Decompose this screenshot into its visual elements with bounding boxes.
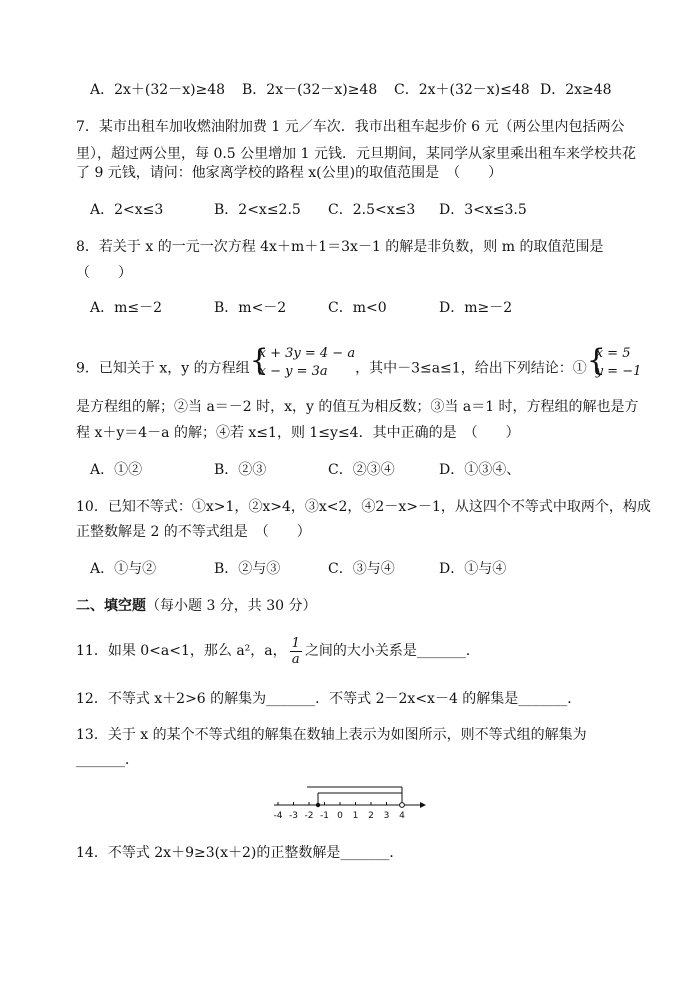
q9-option-d: D．①③④、 bbox=[439, 462, 521, 478]
q12-line: 12．不等式 x＋2>6 的解集为_______．不等式 2－2x<x－4 的解集是_______． bbox=[76, 691, 582, 707]
q6-option-d: D．2x≥48 bbox=[540, 82, 612, 98]
number-line-labels bbox=[274, 811, 406, 821]
q9-sol1: x = 5 bbox=[595, 346, 631, 361]
q10-option-b: B．②与③ bbox=[214, 561, 281, 577]
brace-icon: { bbox=[249, 343, 269, 378]
closed-endpoint-dot bbox=[316, 803, 320, 807]
number-line-tick-label: 1 bbox=[352, 811, 359, 821]
number-line-tick-label: 2 bbox=[368, 811, 374, 821]
q7-line-1: 7．某市出租车加收燃油附加费 1 元／车次．我市出租车起步价 6 元（两公里内包括两公 bbox=[76, 119, 625, 135]
q9-option-b: B．②③ bbox=[214, 462, 267, 478]
q7-option-a: A．2<x≤3 bbox=[90, 202, 164, 218]
q7-line-2: 里），超过两公里，每 0.5 公里增加 1 元钱．元旦期间，某同学从家里乘出租车来学校共花 bbox=[76, 146, 636, 162]
q7-option-b: B．2<x≤2.5 bbox=[214, 202, 301, 218]
q6-option-b: B．2x－(32－x)≥48 bbox=[242, 82, 378, 98]
q8-option-c: C．m<0 bbox=[328, 300, 387, 316]
q11-prefix: 11．如果 0<a<1，那么 a²，a， bbox=[76, 643, 287, 659]
q11-fraction bbox=[290, 636, 302, 667]
q6-option-c: C．2x＋(32－x)≤48 bbox=[394, 82, 530, 98]
open-endpoint-circle bbox=[400, 803, 405, 808]
q6-option-a: A．2x＋(32－x)≥48 bbox=[90, 82, 226, 98]
q9-equation-system bbox=[250, 345, 355, 392]
q10-option-d: D．①与④ bbox=[439, 561, 507, 577]
number-line-tick-label: 3 bbox=[383, 811, 390, 821]
q9-prefix: 9．已知关于 x，y 的方程组 bbox=[76, 360, 250, 377]
number-line-tick-label: -1 bbox=[320, 811, 329, 821]
number-line-figure bbox=[270, 775, 430, 825]
q9-eq2: x − y = 3a bbox=[258, 364, 328, 379]
q7-option-d: D．3<x≤3.5 bbox=[439, 202, 527, 218]
q13-line-1: 13．关于 x 的某个不等式组的解集在数轴上表示为如图所示，则不等式组的解集为 bbox=[76, 727, 587, 743]
q9-line-1 bbox=[76, 345, 641, 392]
number-line-tick-label: 4 bbox=[399, 811, 405, 821]
q9-middle: ，其中－3≤a≤1，给出下列结论：① bbox=[355, 360, 587, 377]
q9-option-c: C．②③④ bbox=[328, 462, 395, 478]
number-line-tick-label: -4 bbox=[273, 811, 283, 821]
section-heading bbox=[76, 596, 317, 616]
q7-option-c: C．2.5<x≤3 bbox=[328, 202, 416, 218]
q9-option-a: A．①② bbox=[90, 462, 143, 478]
q10-line-1: 10．已知不等式：①x>1，②x>4，③x<2，④2－x>－1，从这四个不等式中取两个，构成 bbox=[76, 499, 651, 515]
number-line-arrow-icon bbox=[420, 802, 426, 808]
number-line-tick-label: 0 bbox=[337, 811, 343, 821]
q11-suffix: 之间的大小关系是_______． bbox=[304, 643, 480, 659]
q11-line bbox=[76, 634, 480, 668]
q9-line-3: 程 x＋y＝4－a 的解；④若 x≤1，则 1≤y≤4．其中正确的是 （ ） bbox=[76, 425, 520, 441]
section-note: （每小题 3 分，共 30 分） bbox=[146, 598, 317, 614]
section-title: 二、填空题 bbox=[76, 598, 146, 614]
q8-line-1: 8．若关于 x 的一元一次方程 4x＋m＋1＝3x－1 的解是非负数，则 m 的取值范围是 bbox=[76, 239, 604, 255]
number-line-tick-label: -3 bbox=[289, 811, 298, 821]
q9-eq1: x + 3y = 4 − a bbox=[258, 346, 356, 361]
q11-frac-den: a bbox=[291, 651, 300, 667]
q7-line-3: 了 9 元钱，请问：他家离学校的路程 x(公里)的取值范围是 （ ） bbox=[76, 165, 503, 181]
q10-option-a: A．①与② bbox=[90, 561, 157, 577]
q14-line: 14．不等式 2x＋9≥3(x＋2)的正整数解是_______． bbox=[76, 845, 404, 861]
q10-line-2: 正整数解是 2 的不等式组是 （ ） bbox=[76, 524, 311, 540]
q9-solution-system bbox=[587, 345, 642, 392]
q9-sol2: y = −1 bbox=[595, 364, 642, 379]
brace-icon: { bbox=[586, 343, 606, 378]
q8-option-a: A．m≤－2 bbox=[90, 300, 163, 316]
q8-option-b: B．m<－2 bbox=[214, 300, 287, 316]
q9-line-2: 是方程组的解；②当 a＝－2 时，x，y 的值互为相反数；③当 a＝1 时，方程组的解也是方 bbox=[76, 399, 639, 415]
q11-frac-num: 1 bbox=[291, 635, 300, 651]
q13-line-2: _______． bbox=[76, 752, 139, 768]
q8-option-d: D．m≥－2 bbox=[439, 300, 513, 316]
number-line-tick-label: -2 bbox=[304, 811, 314, 821]
q8-line-2: （ ） bbox=[76, 265, 132, 281]
q10-option-c: C．③与④ bbox=[328, 561, 395, 577]
